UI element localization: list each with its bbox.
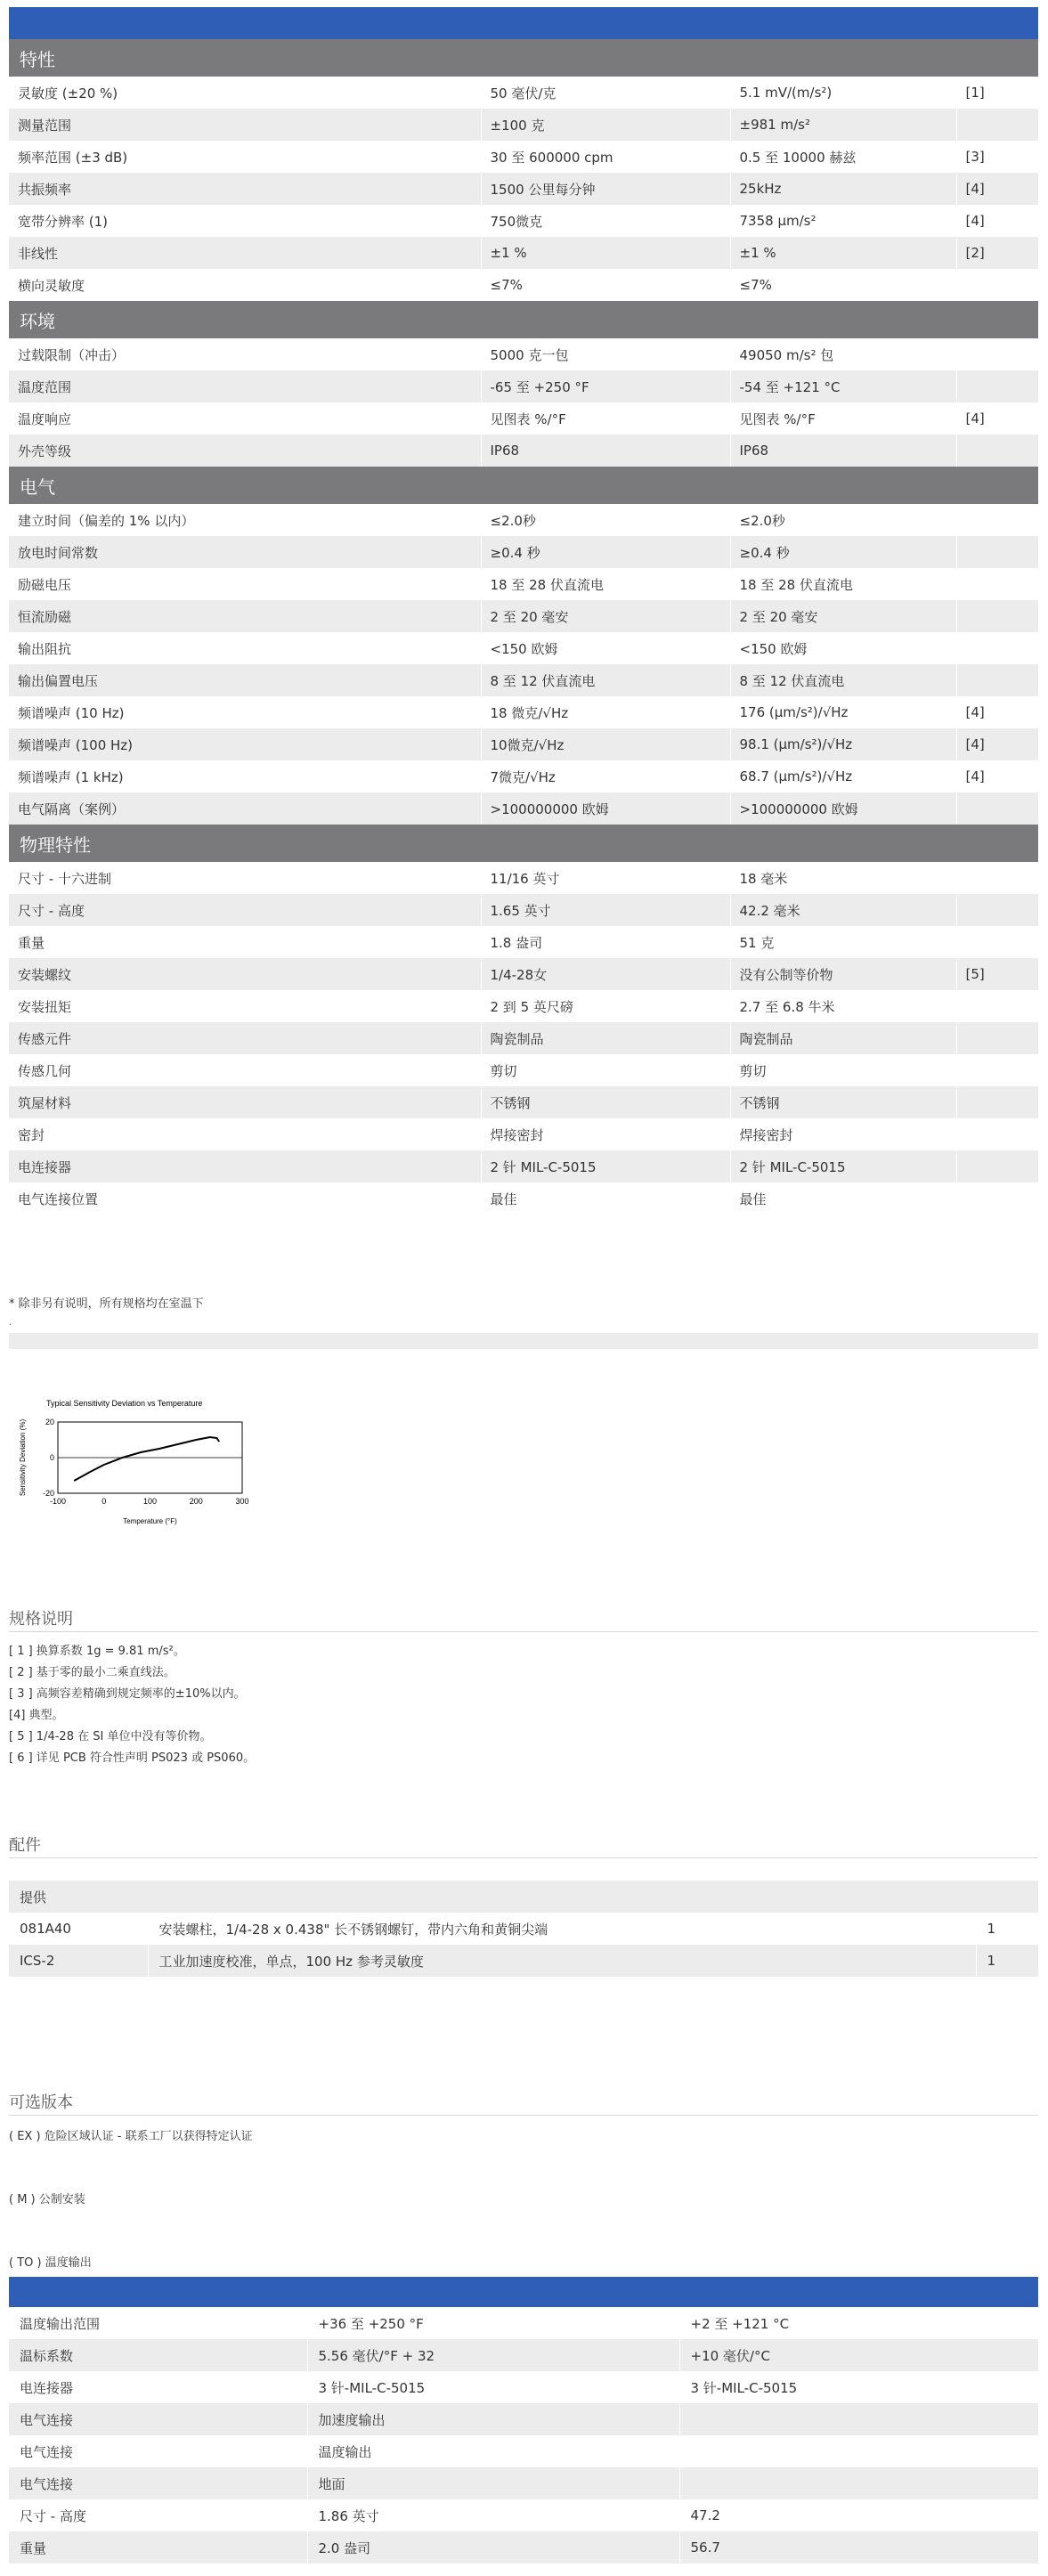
spec-note-ref: [4] bbox=[956, 173, 1038, 205]
spec-value-imperial: 30 至 600000 cpm bbox=[481, 141, 730, 173]
footnote-room-temp: * 除非另有说明，所有规格均在室温下 bbox=[9, 1297, 204, 1311]
spec-label: 重量 bbox=[9, 926, 481, 958]
spec-note-ref: [4] bbox=[956, 402, 1038, 435]
spec-row bbox=[9, 862, 1038, 894]
spec-row bbox=[9, 728, 1038, 760]
to-label: 电气连接 bbox=[9, 2435, 307, 2467]
spec-label: 频率范围 (±3 dB) bbox=[9, 141, 481, 173]
spec-label: 尺寸 - 高度 bbox=[9, 894, 481, 926]
spec-row bbox=[9, 536, 1038, 568]
spec-row bbox=[9, 958, 1038, 990]
spec-row bbox=[9, 664, 1038, 696]
spec-note-item: [4] 典型。 bbox=[9, 1709, 64, 1722]
spec-note-item: [ 1 ] 换算系数 1g = 9.81 m/s²。 bbox=[9, 1645, 185, 1658]
y-tick-label: -20 bbox=[42, 1489, 54, 1498]
spec-row bbox=[9, 1054, 1038, 1086]
options-title: 可选版本 bbox=[9, 2093, 73, 2112]
spec-value-imperial: 剪切 bbox=[481, 1054, 730, 1086]
to-value-si: 3 针-MIL-C-5015 bbox=[679, 2371, 1038, 2403]
to-value-imperial: 温度输出 bbox=[307, 2435, 679, 2467]
spec-row bbox=[9, 632, 1038, 664]
spec-label: 安装扭矩 bbox=[9, 990, 481, 1022]
spec-value-imperial: 50 毫伏/克 bbox=[481, 77, 730, 109]
spec-value-imperial: 18 至 28 伏直流电 bbox=[481, 568, 730, 600]
to-label: 温度输出范围 bbox=[9, 2307, 307, 2339]
spec-block bbox=[9, 7, 1038, 1215]
spec-value-si: 见图表 %/°F bbox=[730, 402, 956, 435]
spec-value-si: 18 至 28 伏直流电 bbox=[730, 568, 956, 600]
spec-notes-list bbox=[9, 1641, 255, 1769]
to-label: 电气连接 bbox=[9, 2403, 307, 2435]
to-label: 温标系数 bbox=[9, 2339, 307, 2371]
y-axis-label: Sensitivity Deviation (%) bbox=[19, 1418, 27, 1497]
spec-label: 建立时间（偏差的 1% 以内） bbox=[9, 504, 481, 536]
accessory-model: ICS-2 bbox=[9, 1945, 148, 1977]
spec-value-si: 42.2 毫米 bbox=[730, 894, 956, 926]
spec-row bbox=[9, 1182, 1038, 1215]
spec-value-si: 2 针 MIL-C-5015 bbox=[730, 1150, 956, 1182]
spec-row bbox=[9, 173, 1038, 205]
spec-label: 输出阻抗 bbox=[9, 632, 481, 664]
spec-label: 温度范围 bbox=[9, 370, 481, 402]
spec-value-imperial: IP68 bbox=[481, 435, 730, 467]
accessories-title: 配件 bbox=[9, 1836, 41, 1855]
section-title: 电气 bbox=[9, 467, 1038, 504]
spec-value-imperial: 陶瓷制品 bbox=[481, 1022, 730, 1054]
spec-label: 过载限制（冲击） bbox=[9, 338, 481, 370]
spec-value-si: 0.5 至 10000 赫兹 bbox=[730, 141, 956, 173]
spec-value-si: ±981 m/s² bbox=[730, 109, 956, 141]
spec-value-imperial: 10微克/√Hz bbox=[481, 728, 730, 760]
spec-value-si: 7358 μm/s² bbox=[730, 205, 956, 237]
spec-label: 传感几何 bbox=[9, 1054, 481, 1086]
spec-value-imperial: -65 至 +250 °F bbox=[481, 370, 730, 402]
to-value-si: 56.7 bbox=[679, 2531, 1038, 2564]
to-value-si bbox=[679, 2435, 1038, 2467]
spec-value-imperial: 焊接密封 bbox=[481, 1118, 730, 1150]
spec-row bbox=[9, 792, 1038, 825]
spec-row bbox=[9, 990, 1038, 1022]
to-row bbox=[9, 2467, 1038, 2499]
spec-value-imperial: ≤2.0秒 bbox=[481, 504, 730, 536]
to-value-imperial: 加速度输出 bbox=[307, 2403, 679, 2435]
chart-title: Typical Sensitivity Deviation vs Temperature bbox=[46, 1399, 203, 1408]
to-value-imperial: 3 针-MIL-C-5015 bbox=[307, 2371, 679, 2403]
section-header bbox=[9, 301, 1038, 338]
to-value-imperial: 地面 bbox=[307, 2467, 679, 2499]
separator-dot: . bbox=[9, 1318, 12, 1328]
series-line bbox=[74, 1437, 219, 1481]
spec-label: 传感元件 bbox=[9, 1022, 481, 1054]
spec-value-imperial: ±100 克 bbox=[481, 109, 730, 141]
spec-value-imperial: 不锈钢 bbox=[481, 1086, 730, 1118]
spec-value-si: >100000000 欧姆 bbox=[730, 792, 956, 825]
section-header bbox=[9, 39, 1038, 77]
spec-value-si: 没有公制等价物 bbox=[730, 958, 956, 990]
spec-row bbox=[9, 568, 1038, 600]
to-label: 重量 bbox=[9, 2531, 307, 2564]
spec-value-imperial: 750微克 bbox=[481, 205, 730, 237]
spec-notes-rule bbox=[9, 1631, 1038, 1632]
options-rule bbox=[9, 2115, 1038, 2116]
spec-label: 频谱噪声 (10 Hz) bbox=[9, 696, 481, 728]
spec-row bbox=[9, 402, 1038, 435]
to-value-imperial: +36 至 +250 °F bbox=[307, 2307, 679, 2339]
spec-value-imperial: 7微克/√Hz bbox=[481, 760, 730, 792]
spec-note-ref bbox=[956, 1022, 1038, 1054]
x-axis-label: Temperature (°F) bbox=[123, 1517, 177, 1525]
spec-row bbox=[9, 760, 1038, 792]
spec-label: 励磁电压 bbox=[9, 568, 481, 600]
spec-note-item: [ 2 ] 基于零的最小二乘直线法。 bbox=[9, 1666, 175, 1679]
spec-label: 测量范围 bbox=[9, 109, 481, 141]
spec-note-ref: [4] bbox=[956, 696, 1038, 728]
to-row bbox=[9, 2307, 1038, 2339]
to-row bbox=[9, 2339, 1038, 2371]
spec-value-si: 陶瓷制品 bbox=[730, 1022, 956, 1054]
to-label: 尺寸 - 高度 bbox=[9, 2499, 307, 2531]
to-value-si: +10 毫伏/°C bbox=[679, 2339, 1038, 2371]
spec-notes-title: 规格说明 bbox=[9, 1610, 73, 1629]
spec-value-si: <150 欧姆 bbox=[730, 632, 956, 664]
spec-note-ref bbox=[956, 894, 1038, 926]
spec-value-si: 不锈钢 bbox=[730, 1086, 956, 1118]
to-value-imperial: 1.86 英寸 bbox=[307, 2499, 679, 2531]
sensitivity-chart-svg bbox=[9, 1394, 249, 1540]
spec-label: 电连接器 bbox=[9, 1150, 481, 1182]
spec-label: 电气连接位置 bbox=[9, 1182, 481, 1215]
spec-value-si: 焊接密封 bbox=[730, 1118, 956, 1150]
x-tick-label: 0 bbox=[102, 1497, 107, 1506]
to-accent-bar bbox=[9, 2277, 1038, 2307]
spec-label: 筑屋材料 bbox=[9, 1086, 481, 1118]
spec-note-ref bbox=[956, 568, 1038, 600]
spec-note-ref bbox=[956, 862, 1038, 894]
spec-value-si: IP68 bbox=[730, 435, 956, 467]
spec-note-ref bbox=[956, 1182, 1038, 1215]
spec-note-ref: [4] bbox=[956, 728, 1038, 760]
spec-note-item: [ 5 ] 1/4-28 在 SI 单位中没有等价物。 bbox=[9, 1730, 212, 1743]
spec-note-ref bbox=[956, 1054, 1038, 1086]
to-row bbox=[9, 2531, 1038, 2564]
spec-value-imperial: 1.65 英寸 bbox=[481, 894, 730, 926]
spec-value-si: 176 (μm/s²)/√Hz bbox=[730, 696, 956, 728]
spec-note-ref bbox=[956, 1118, 1038, 1150]
spec-label: 密封 bbox=[9, 1118, 481, 1150]
top-accent-bar bbox=[9, 7, 1038, 39]
to-row bbox=[9, 2499, 1038, 2531]
spec-row bbox=[9, 894, 1038, 926]
spec-value-si: -54 至 +121 °C bbox=[730, 370, 956, 402]
spec-value-si: ≥0.4 秒 bbox=[730, 536, 956, 568]
spec-row bbox=[9, 504, 1038, 536]
spec-value-imperial: 2 针 MIL-C-5015 bbox=[481, 1150, 730, 1182]
spec-value-si: ≤7% bbox=[730, 269, 956, 301]
spec-table bbox=[9, 39, 1039, 1215]
accessory-qty: 1 bbox=[976, 1913, 1038, 1945]
accessory-description: 工业加速度校准，单点，100 Hz 参考灵敏度 bbox=[148, 1945, 976, 1977]
spec-value-imperial: 8 至 12 伏直流电 bbox=[481, 664, 730, 696]
spec-row bbox=[9, 269, 1038, 301]
spec-label: 共振频率 bbox=[9, 173, 481, 205]
spec-label: 频谱噪声 (100 Hz) bbox=[9, 728, 481, 760]
spec-note-ref bbox=[956, 1150, 1038, 1182]
spec-row bbox=[9, 1118, 1038, 1150]
spec-row bbox=[9, 1150, 1038, 1182]
spec-value-si: ≤2.0秒 bbox=[730, 504, 956, 536]
spec-value-imperial: 最佳 bbox=[481, 1182, 730, 1215]
spec-label: 宽带分辨率 (1) bbox=[9, 205, 481, 237]
x-tick-label: -100 bbox=[49, 1497, 67, 1506]
to-value-si: 47.2 bbox=[679, 2499, 1038, 2531]
spec-row bbox=[9, 141, 1038, 173]
spec-note-ref bbox=[956, 269, 1038, 301]
spec-label: 放电时间常数 bbox=[9, 536, 481, 568]
spec-row bbox=[9, 435, 1038, 467]
spec-value-si: 68.7 (μm/s²)/√Hz bbox=[730, 760, 956, 792]
section-header bbox=[9, 825, 1038, 862]
spec-note-ref bbox=[956, 1086, 1038, 1118]
spec-value-imperial: 18 微克/√Hz bbox=[481, 696, 730, 728]
spec-label: 灵敏度 (±20 %) bbox=[9, 77, 481, 109]
option-to: ( TO ) 温度输出 bbox=[9, 2256, 92, 2270]
y-tick-label: 20 bbox=[45, 1418, 54, 1426]
spec-value-imperial: ≤7% bbox=[481, 269, 730, 301]
option-m: ( M ) 公制安装 bbox=[9, 2193, 85, 2206]
spec-note-item: [ 6 ] 详见 PCB 符合性声明 PS023 或 PS060。 bbox=[9, 1751, 256, 1765]
spec-note-ref bbox=[956, 600, 1038, 632]
to-value-imperial: 2.0 盎司 bbox=[307, 2531, 679, 2564]
spec-note-ref: [3] bbox=[956, 141, 1038, 173]
spec-value-imperial: 1/4-28女 bbox=[481, 958, 730, 990]
to-value-si bbox=[679, 2403, 1038, 2435]
spec-value-si: 8 至 12 伏直流电 bbox=[730, 664, 956, 696]
section-title: 特性 bbox=[9, 39, 1038, 77]
spec-value-imperial: 1500 公里每分钟 bbox=[481, 173, 730, 205]
spec-note-ref bbox=[956, 926, 1038, 958]
spec-label: 非线性 bbox=[9, 237, 481, 269]
spec-note-item: [ 3 ] 高频容差精确到规定频率的±10%以内。 bbox=[9, 1687, 246, 1701]
spec-label: 频谱噪声 (1 kHz) bbox=[9, 760, 481, 792]
accessory-model: 081A40 bbox=[9, 1913, 148, 1945]
spec-value-si: 25kHz bbox=[730, 173, 956, 205]
section-title: 环境 bbox=[9, 301, 1038, 338]
x-tick-label: 300 bbox=[235, 1497, 249, 1506]
spec-value-imperial: 11/16 英寸 bbox=[481, 862, 730, 894]
spec-row bbox=[9, 600, 1038, 632]
spec-value-imperial: 2 至 20 毫安 bbox=[481, 600, 730, 632]
spec-label: 恒流励磁 bbox=[9, 600, 481, 632]
x-tick-label: 200 bbox=[189, 1497, 203, 1506]
spec-value-imperial: 5000 克一包 bbox=[481, 338, 730, 370]
spec-label: 电气隔离（案例） bbox=[9, 792, 481, 825]
accessory-row bbox=[9, 1945, 1038, 1977]
spec-value-imperial: <150 欧姆 bbox=[481, 632, 730, 664]
spec-note-ref bbox=[956, 109, 1038, 141]
spec-value-imperial: >100000000 欧姆 bbox=[481, 792, 730, 825]
spec-value-si: 18 毫米 bbox=[730, 862, 956, 894]
x-tick-label: 100 bbox=[142, 1497, 158, 1506]
spec-value-imperial: ≥0.4 秒 bbox=[481, 536, 730, 568]
spec-label: 输出偏置电压 bbox=[9, 664, 481, 696]
accessory-row bbox=[9, 1913, 1038, 1945]
spec-note-ref: [1] bbox=[956, 77, 1038, 109]
spec-row bbox=[9, 696, 1038, 728]
spec-value-si: 2.7 至 6.8 牛米 bbox=[730, 990, 956, 1022]
spec-value-si: ±1 % bbox=[730, 237, 956, 269]
spec-row bbox=[9, 338, 1038, 370]
spec-row bbox=[9, 926, 1038, 958]
divider-bar bbox=[9, 1333, 1038, 1349]
spec-label: 外壳等级 bbox=[9, 435, 481, 467]
spec-value-imperial: 2 到 5 英尺磅 bbox=[481, 990, 730, 1022]
spec-note-ref bbox=[956, 664, 1038, 696]
spec-value-imperial: ±1 % bbox=[481, 237, 730, 269]
spec-label: 尺寸 - 十六进制 bbox=[9, 862, 481, 894]
sensitivity-chart bbox=[9, 1394, 249, 1544]
spec-note-ref bbox=[956, 536, 1038, 568]
to-value-si: +2 至 +121 °C bbox=[679, 2307, 1038, 2339]
accessories-rule bbox=[9, 1857, 1038, 1858]
spec-note-ref: [4] bbox=[956, 760, 1038, 792]
spec-label: 横向灵敏度 bbox=[9, 269, 481, 301]
to-row bbox=[9, 2435, 1038, 2467]
to-label: 电气连接 bbox=[9, 2467, 307, 2499]
spec-note-ref bbox=[956, 632, 1038, 664]
spec-value-imperial: 见图表 %/°F bbox=[481, 402, 730, 435]
spec-note-ref: [5] bbox=[956, 958, 1038, 990]
spec-value-si: 98.1 (μm/s²)/√Hz bbox=[730, 728, 956, 760]
spec-note-ref: [4] bbox=[956, 205, 1038, 237]
spec-note-ref: [2] bbox=[956, 237, 1038, 269]
spec-row bbox=[9, 77, 1038, 109]
spec-value-imperial: 1.8 盎司 bbox=[481, 926, 730, 958]
spec-label: 温度响应 bbox=[9, 402, 481, 435]
accessory-qty: 1 bbox=[976, 1945, 1038, 1977]
to-value-imperial: 5.56 毫伏/°F + 32 bbox=[307, 2339, 679, 2371]
spec-value-si: 2 至 20 毫安 bbox=[730, 600, 956, 632]
to-label: 电连接器 bbox=[9, 2371, 307, 2403]
spec-row bbox=[9, 237, 1038, 269]
spec-value-si: 49050 m/s² 包 bbox=[730, 338, 956, 370]
to-value-si bbox=[679, 2467, 1038, 2499]
to-row bbox=[9, 2403, 1038, 2435]
spec-label: 安装螺纹 bbox=[9, 958, 481, 990]
spec-row bbox=[9, 1086, 1038, 1118]
spec-note-ref bbox=[956, 338, 1038, 370]
temp-output-table bbox=[9, 2307, 1039, 2564]
spec-value-si: 剪切 bbox=[730, 1054, 956, 1086]
accessories-table bbox=[9, 1881, 1039, 1977]
accessories-header: 提供 bbox=[9, 1881, 1038, 1913]
section-title: 物理特性 bbox=[9, 825, 1038, 862]
spec-row bbox=[9, 1022, 1038, 1054]
spec-note-ref bbox=[956, 990, 1038, 1022]
spec-note-ref bbox=[956, 435, 1038, 467]
spec-value-si: 51 克 bbox=[730, 926, 956, 958]
spec-value-si: 5.1 mV/(m/s²) bbox=[730, 77, 956, 109]
accessory-description: 安装螺柱，1/4-28 x 0.438" 长不锈钢螺钉，带内六角和黄铜尖端 bbox=[148, 1913, 976, 1945]
option-ex: ( EX ) 危险区域认证 - 联系工厂以获得特定认证 bbox=[9, 2130, 253, 2143]
spec-row bbox=[9, 109, 1038, 141]
spec-row bbox=[9, 370, 1038, 402]
spec-note-ref bbox=[956, 792, 1038, 825]
spec-note-ref bbox=[956, 504, 1038, 536]
to-row bbox=[9, 2371, 1038, 2403]
spec-row bbox=[9, 205, 1038, 237]
spec-note-ref bbox=[956, 370, 1038, 402]
y-tick-label: 0 bbox=[49, 1453, 54, 1462]
section-header bbox=[9, 467, 1038, 504]
spec-value-si: 最佳 bbox=[730, 1182, 956, 1215]
